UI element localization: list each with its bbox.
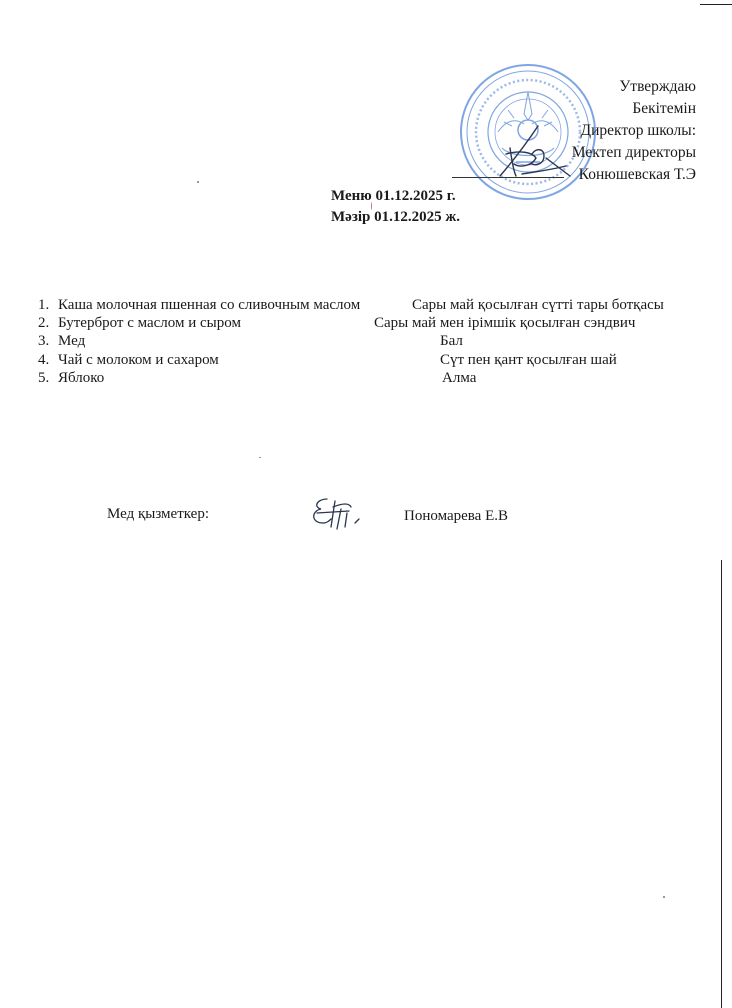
scan-speck (197, 181, 199, 183)
list-item-number: 3. (38, 333, 50, 350)
list-item-text: Чай с молоком и сахаром (58, 351, 219, 368)
approval-director-name: Конюшевская Т.Э (578, 166, 696, 183)
list-item-kz: Сары май қосылған сүтті тары ботқасы (412, 297, 664, 313)
menu-title (331, 186, 460, 228)
list-item (38, 296, 360, 314)
approval-approve-ru: Утверждаю (619, 78, 696, 95)
scan-edge-top (700, 4, 732, 5)
list-item-number: 5. (38, 369, 50, 386)
approval-position-ru: Директор школы: (580, 122, 696, 139)
director-signature (492, 118, 576, 180)
list-item-text: Бутерброт с маслом и сыром (58, 315, 241, 332)
menu-title-ru: Меню 01.12.2025 г. (331, 188, 456, 204)
menu-title-kz: Мәзір 01.12.2025 ж. (331, 209, 460, 225)
list-item-kz: Сүт пен қант қосылған шай (440, 351, 617, 368)
list-item-text: Мед (58, 333, 86, 350)
medical-worker-label: Мед қызметкер: (107, 506, 210, 522)
menu-list-ru (38, 296, 360, 387)
medical-worker-name: Пономарева Е.В (404, 508, 508, 524)
list-item-number: 2. (38, 315, 50, 332)
approval-position-kz: Мектеп директоры (571, 144, 696, 161)
list-item (38, 332, 360, 350)
signature-line (452, 177, 564, 178)
scan-speck (663, 896, 665, 898)
list-item-kz: Сары май мен ірімшік қосылған сэндвич (374, 315, 636, 332)
medical-worker-signature (305, 493, 375, 533)
approval-block (572, 76, 696, 186)
approval-approve-kz: Бекітемін (632, 100, 696, 117)
menu-list-kz (360, 296, 700, 387)
list-item-text: Яблоко (58, 369, 105, 386)
scan-speck (259, 457, 261, 458)
list-item-text: Каша молочная пшенная со сливочным маслом (58, 297, 361, 313)
list-item-kz: Алма (442, 369, 477, 386)
list-item (38, 314, 360, 332)
scan-edge-right (721, 560, 722, 1008)
list-item-kz: Бал (440, 333, 463, 350)
list-item-number: 1. (38, 297, 50, 313)
list-item (38, 351, 360, 369)
list-item-number: 4. (38, 351, 50, 368)
list-item (38, 369, 360, 387)
